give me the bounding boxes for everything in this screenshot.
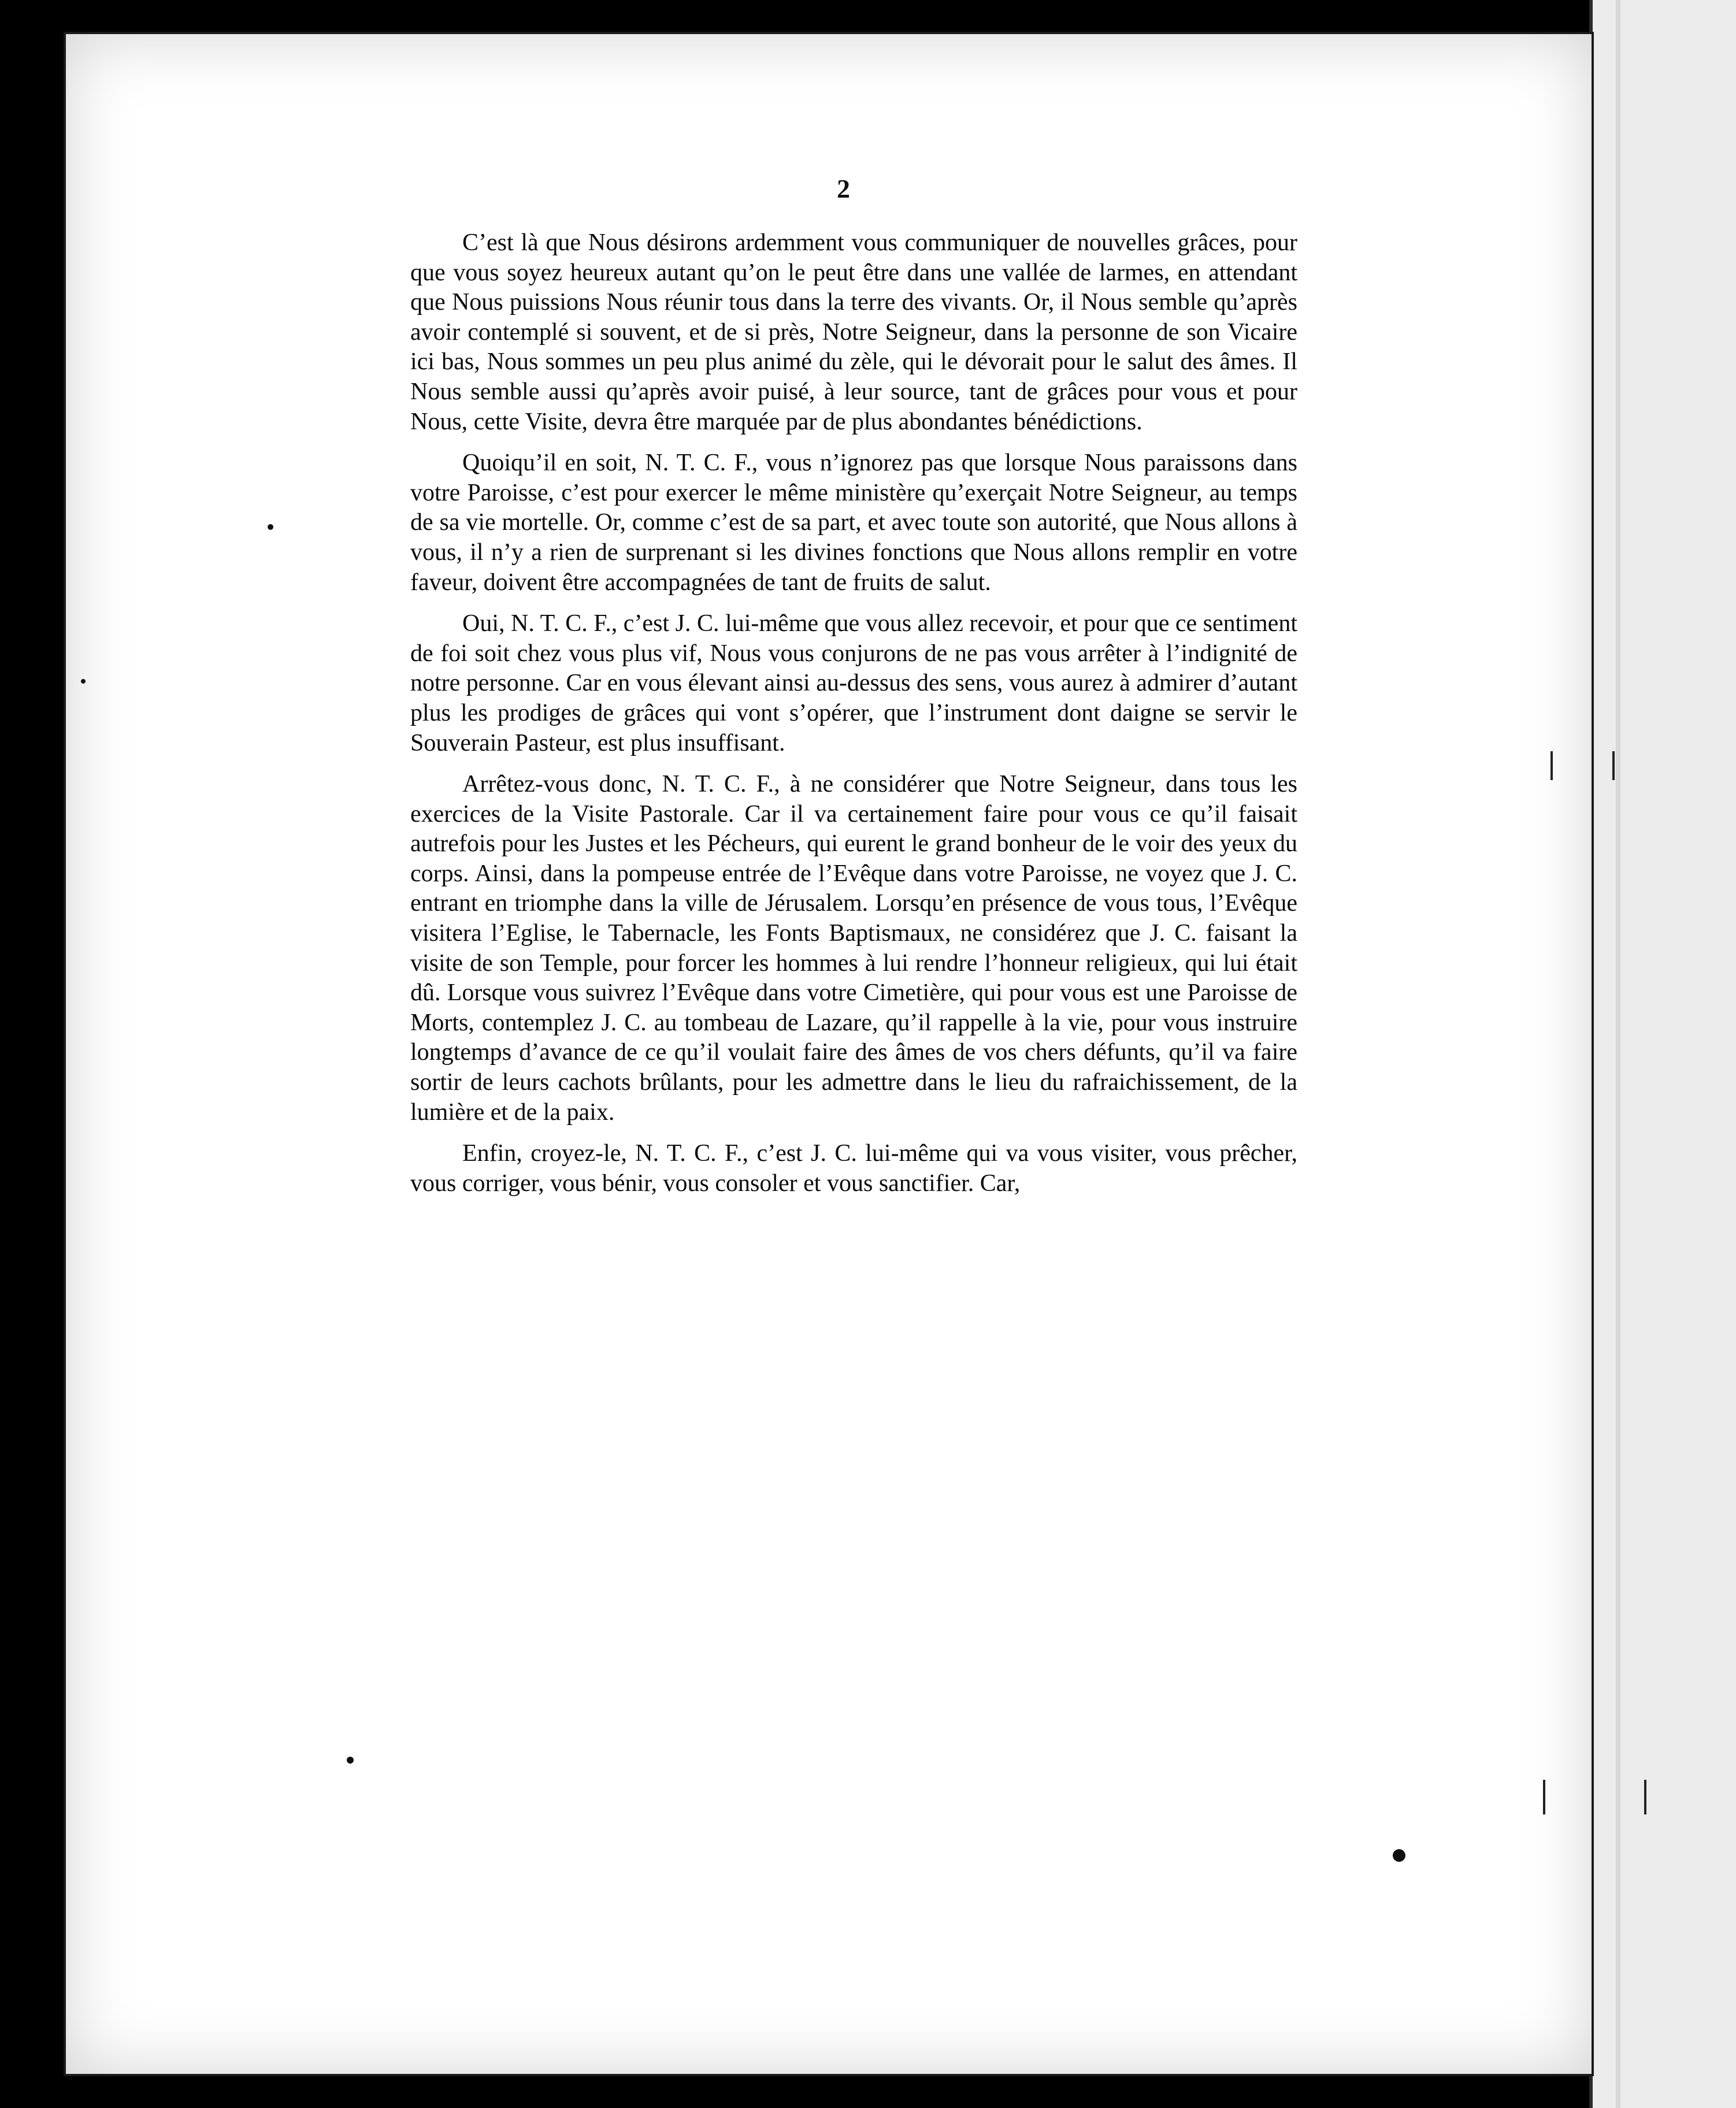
paragraph: Quoiqu’il en soit, N. T. C. F., vous n’ignorez pas que lorsque Nous paraissons dans votre Paroisse, c’est pour exercer le même ministère qu’exerçait Notre Seigneur, au temps de sa vie mortelle. Or, comme c’est de sa part, et avec toute son autorité, que Nous allons à vous, il n’y a rien de surprenant si les divines fonctions que Nous allons remplir en votre faveur, doivent être accompagnées de tant de fruits de salut. — [410, 450, 1297, 596]
paragraph: Enfin, croyez-le, N. T. C. F., c’est J. C. lui-même qui va vous visiter, vous prêcher, vous corriger, vous bénir, vous consoler et vous sanctifier. Car, — [410, 1140, 1297, 1197]
paragraph: Oui, N. T. C. F., c’est J. C. lui-même que vous allez recevoir, et pour que ce sentiment de foi soit chez vous plus vif, Nous vous conjurons de ne pas vous arrêter à l’indignité de notre personne. Car en vous élevant ainsi au-dessus des sens, vous aurez à admirer d’autant plus les prodiges de grâces qui vont s’opérer, que l’instrument dont daigne se servir le Souverain Pasteur, est plus insuffisant. — [410, 610, 1297, 756]
paragraph: C’est là que Nous désirons ardemment vous communiquer de nouvelles grâces, pour que vous soyez heureux autant qu’on le peut être dans une vallée de larmes, en attendant que Nous puissions Nous réunir tous dans la terre des vivants. Or, il Nous semble qu’après avoir contemplé si souvent, et de si près, Notre Seigneur, dans la personne de son Vicaire ici bas, Nous sommes un peu plus animé du zèle, qui le dévorait pour le salut des âmes. Il Nous semble aussi qu’après avoir puisé, à leur source, tant de grâces pour vous et pour Nous, cette Visite, devra être marquée par de plus abondantes bénédictions. — [410, 229, 1297, 435]
scan-speck — [1393, 1849, 1405, 1862]
scan-speck — [347, 1757, 354, 1764]
page-edge-strip — [1616, 0, 1620, 2108]
scan-mark — [1543, 1780, 1545, 1814]
body-text — [410, 228, 1297, 1198]
facing-page-edge — [1589, 0, 1736, 2108]
scan-speck — [268, 524, 273, 530]
scan-mark — [1612, 751, 1615, 780]
page-number: 2 — [837, 174, 850, 203]
scan-mark — [1550, 751, 1553, 780]
scan-mark — [1644, 1780, 1646, 1814]
paragraph: Arrêtez-vous donc, N. T. C. F., à ne considérer que Notre Seigneur, dans tous les exercices de la Visite Pastorale. Car il va certainement faire pour vous ce qu’il faisait autrefois pour les Justes et les Pécheurs, qui eurent le grand bonheur de le voir des yeux du corps. Ainsi, dans la pompeuse entrée de l’Evêque dans votre Paroisse, ne voyez que J. C. entrant en triomphe dans la ville de Jérusalem. Lorsqu’en présence de vous tous, l’Evêque visitera l’Eglise, le Tabernacle, les Fonts Baptismaux, ne considérez que J. C. faisant la visite de son Temple, pour forcer les hommes à lui rendre l’honneur religieux, qui lui était dû. Lorsque vous suivrez l’Evêque dans votre Cimetière, qui pour vous est une Paroisse de Morts, contemplez J. C. au tombeau de Lazare, qu’il rappelle à la vie, pour vous instruire longtemps d’avance de ce qu’il voulait faire des âmes de vos chers défunts, qu’il va faire sortir de leurs cachots brûlants, pour les admettre dans le lieu du rafraichissement, de la lumière et de la paix. — [410, 771, 1297, 1126]
scan-speck — [81, 679, 86, 684]
